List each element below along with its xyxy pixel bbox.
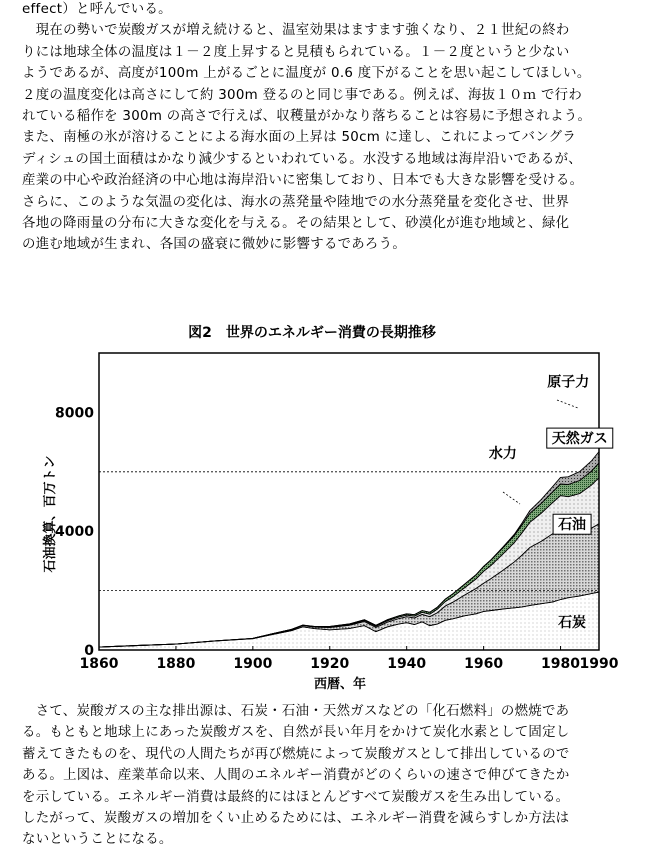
text-line: を示している。エネルギー消費は最終的にはほとんどすべて炭酸ガスを生み出している。 — [22, 789, 570, 805]
body-text-bottom — [22, 701, 634, 851]
x-tick-label: 1920 — [310, 656, 350, 672]
figure-title: 図2 世界のエネルギー消費の長期推移 — [188, 325, 436, 341]
y-tick-label: 4000 — [55, 524, 94, 541]
text-line: ないということになる。 — [22, 832, 173, 848]
text-line: 蓄えてきたものを、現代の人間たちが再び燃焼によって炭酸ガスとして排出しているので — [22, 746, 570, 762]
text-line: ようであるが、高度が100m 上がるごとに温度が 0.6 度下がることを思い起こしてほしい。 — [22, 66, 591, 82]
x-tick-label: 1990 — [579, 656, 619, 672]
text-line: effect）と呼んでいる。 — [22, 2, 172, 17]
energy-consumption-chart — [0, 318, 650, 698]
text-line: さて、炭酸ガスの主な排出源は、石炭・石油・天然ガスなどの「化石燃料」の燃焼であ — [22, 704, 570, 719]
natural-gas-label: 天然ガス — [551, 431, 608, 448]
text-line: したがって、炭酸ガスの増加をくい止めるためには、エネルギー消費を減らすしか方法は — [22, 810, 570, 826]
x-axis-label: 西暦、年 — [313, 677, 367, 692]
text-line: また、南極の氷が溶けることによる海水面の上昇は 50cm に達し、これによってバングラ — [22, 130, 577, 146]
text-line: 各地の降雨量の分布に大きな変化を与える。その結果として、砂漠化が進む地域と、緑化 — [22, 215, 570, 231]
text-line: る。もともと地球上にあった炭酸ガスを、自然が長い年月をかけて炭化水素として固定し — [22, 725, 570, 741]
y-tick-label: 8000 — [55, 405, 94, 422]
label-leader-line — [503, 492, 520, 504]
text-line: ある。上図は、産業革命以来、人間のエネルギー消費がどのくらいの速さで伸びてきたか — [22, 768, 570, 784]
text-line: れている稲作を 300m の高さで行えば、収穫量がかなり落ちることは容易に予想されよう。 — [22, 108, 592, 124]
hydro-label: 水力 — [488, 445, 517, 462]
x-tick-label: 1940 — [387, 656, 427, 672]
text-line: の進む地域が生まれ、各国の盛衰に微妙に影響するであろう。 — [22, 237, 407, 253]
text-line: 産業の中心や政治経済の中心地は海岸沿いに密集しており、日本でも大きな影響を受ける。 — [22, 173, 584, 189]
oil-label: 石油 — [558, 517, 587, 534]
x-tick-label: 1980 — [541, 656, 581, 672]
text-line: ディシュの国土面積はかなり減少するといわれている。水没する地域は海岸沿いであるが、 — [22, 151, 582, 167]
y-axis-label: 石油換算、百万トン — [43, 455, 58, 573]
x-tick-label: 1960 — [464, 656, 504, 672]
text-line: 現在の勢いで炭酸ガスが増え続けると、温室効果はますます強くなり、２１世紀の終わ — [22, 23, 570, 39]
text-line: りには地球全体の温度は１－２度上昇すると見積もられている。１－２度というと少ない — [22, 44, 570, 60]
label-leader-line — [557, 400, 578, 408]
y-tick-label: 0 — [84, 643, 94, 659]
body-text-top — [22, 0, 634, 256]
x-tick-label: 1900 — [233, 656, 273, 672]
text-line: さらに、このような気温の変化は、海水の蒸発量や陸地での水分蒸発量を変化させ、世界 — [22, 194, 570, 210]
x-tick-label: 1860 — [79, 656, 119, 672]
text-line: ２度の温度変化は高さにして約 300m 登るのと同じ事である。例えば、海抜１０ｍ で行わ — [22, 87, 583, 103]
nuclear-label: 原子力 — [547, 374, 590, 391]
coal-label: 石炭 — [558, 615, 587, 632]
x-tick-label: 1880 — [156, 656, 196, 672]
